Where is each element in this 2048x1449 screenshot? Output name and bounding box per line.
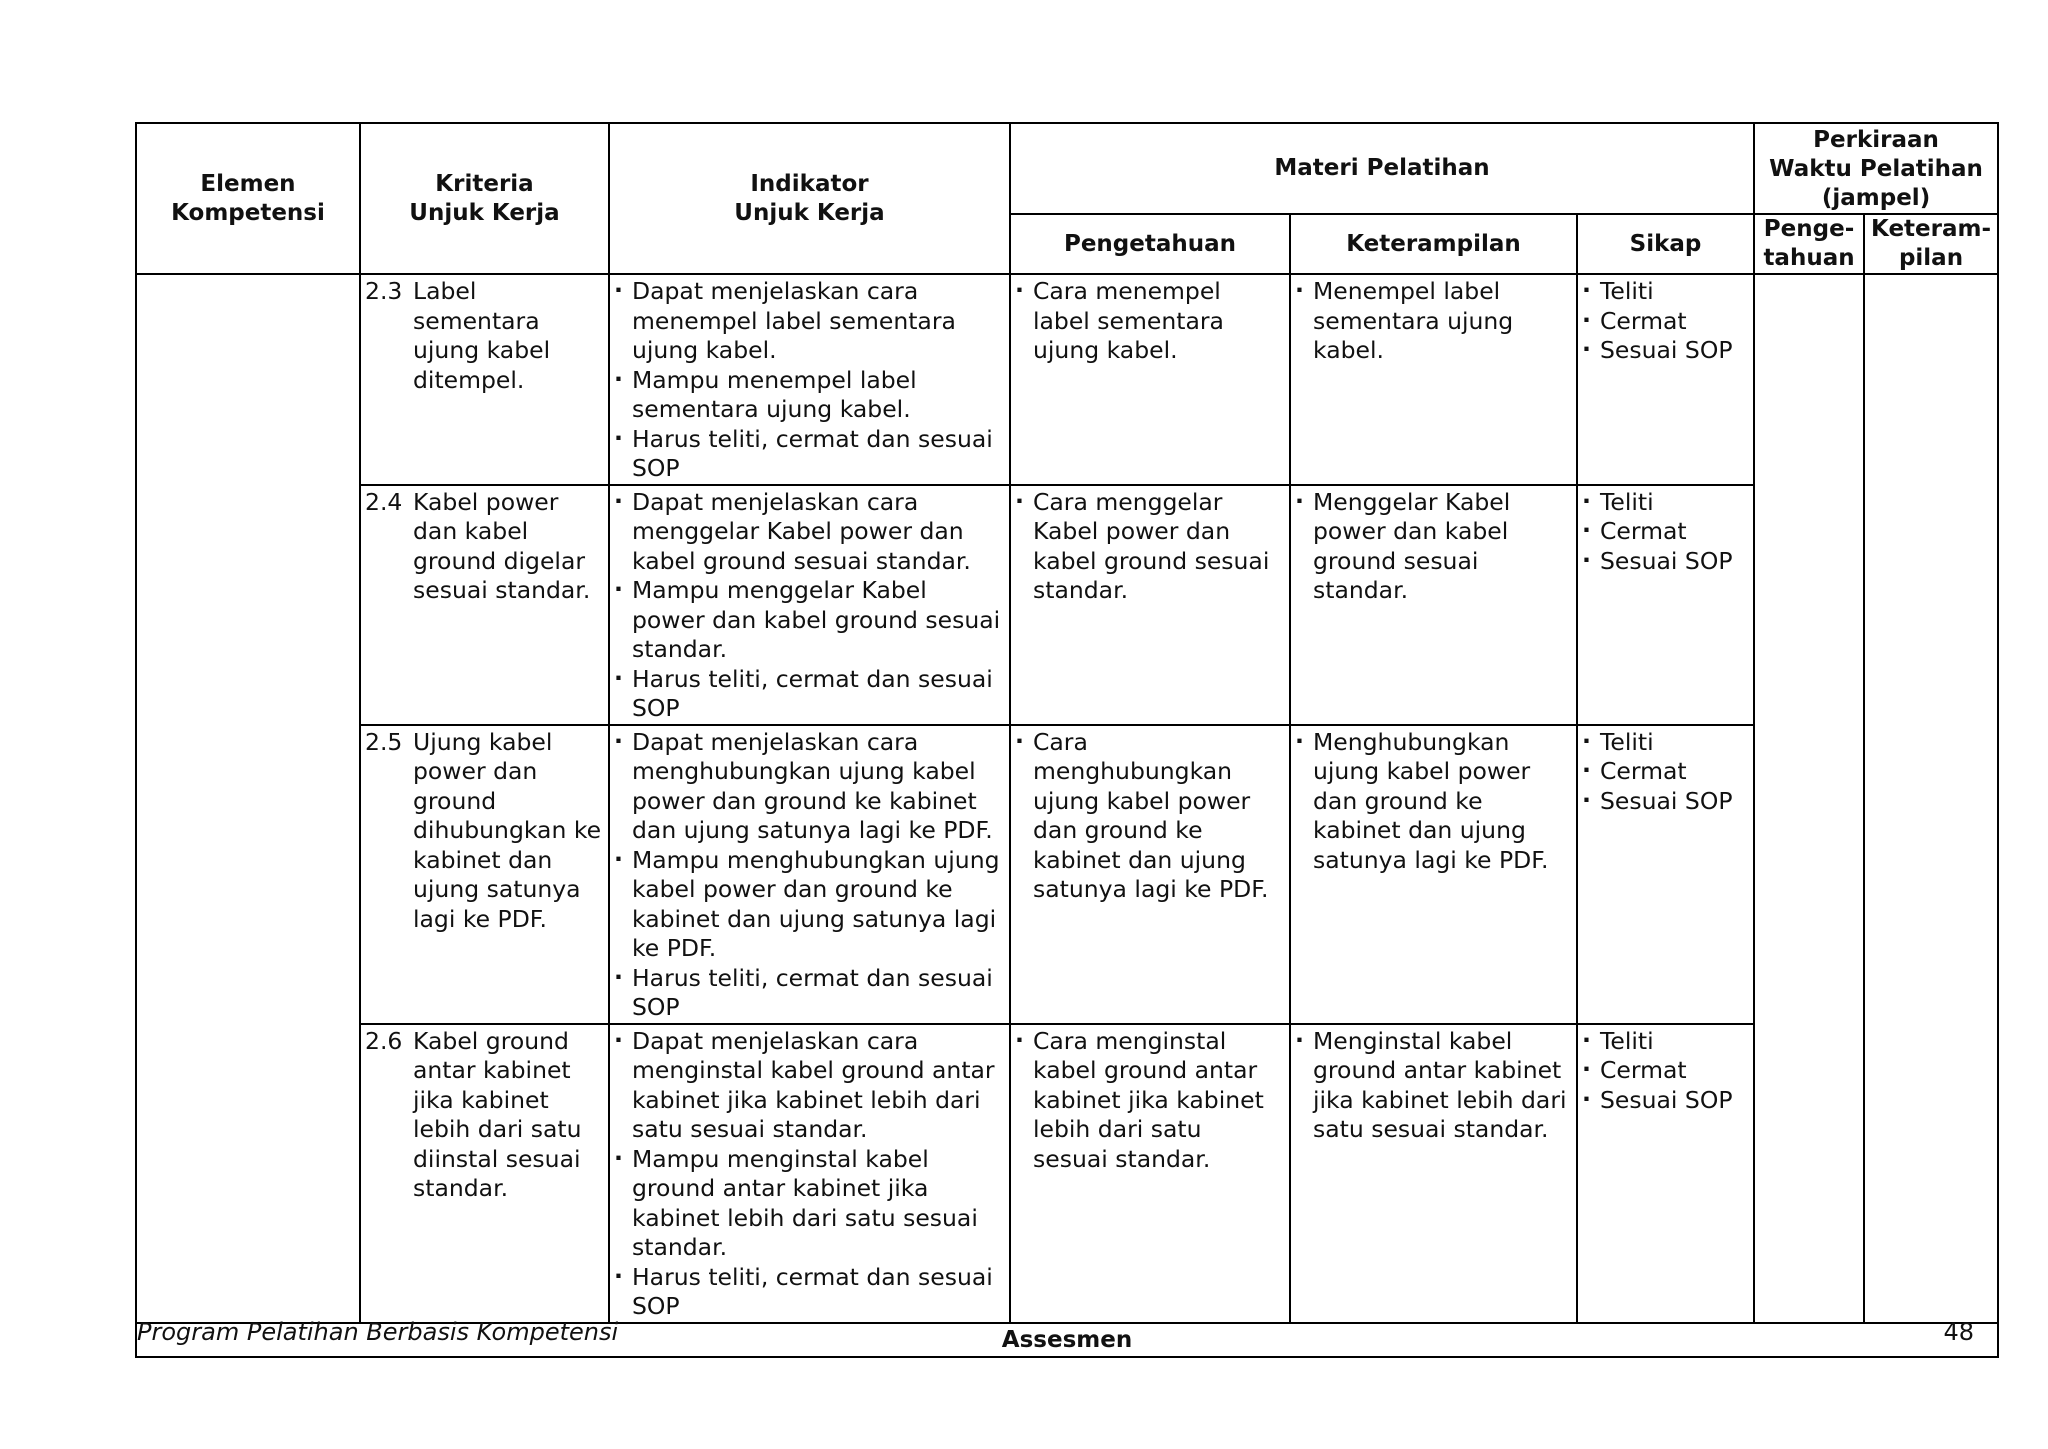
indikator-item: · Dapat menjelaskan cara menghubungkan ujung kabel power dan ground ke kabinet dan ujung satunya lagi ke PDF. — [614, 728, 1003, 846]
pengetahuan-item: · Cara menempel label sementara ujung kabel. — [1015, 277, 1283, 366]
table-row — [136, 485, 1998, 725]
table-row — [136, 1024, 1998, 1323]
indikator-cell — [609, 274, 1010, 485]
indikator-item: · Mampu menginstal kabel ground antar kabinet jika kabinet lebih dari satu sesuai standar. — [614, 1145, 1003, 1263]
competency-table — [135, 122, 1999, 1358]
sikap-item: · Cermat — [1582, 307, 1747, 337]
indikator-item: · Mampu menempel label sementara ujung kabel. — [614, 366, 1003, 425]
page-number: 48 — [1943, 1318, 1974, 1346]
keterampilan-cell — [1290, 485, 1577, 725]
indikator-cell — [609, 485, 1010, 725]
pengetahuan-cell — [1010, 1024, 1290, 1323]
indikator-item: · Mampu menggelar Kabel power dan kabel ground sesuai standar. — [614, 576, 1003, 665]
pengetahuan-cell — [1010, 725, 1290, 1024]
kriteria-cell: 2.3 Label sementara ujung kabel ditempel. — [360, 274, 609, 485]
sikap-cell — [1577, 274, 1754, 485]
header-indikator-unjuk-kerja: Indikator Unjuk Kerja — [609, 123, 1010, 274]
jampel-keterampilan-cell — [1864, 274, 1998, 1323]
indikator-item: · Harus teliti, cermat dan sesuai SOP — [614, 665, 1003, 724]
header-materi-pelatihan: Materi Pelatihan — [1010, 123, 1754, 214]
sikap-cell — [1577, 485, 1754, 725]
indikator-item: · Harus teliti, cermat dan sesuai SOP — [614, 425, 1003, 484]
jampel-pengetahuan-cell — [1754, 274, 1864, 1323]
sikap-item: · Cermat — [1582, 517, 1747, 547]
sikap-cell — [1577, 725, 1754, 1024]
elemen-kompetensi-cell — [136, 274, 360, 1323]
keterampilan-item: · Menempel label sementara ujung kabel. — [1295, 277, 1570, 366]
table-row — [136, 725, 1998, 1024]
keterampilan-cell — [1290, 1024, 1577, 1323]
sikap-item: · Sesuai SOP — [1582, 547, 1747, 577]
header-pengetahuan: Pengetahuan — [1010, 214, 1290, 274]
pengetahuan-item: · Cara menginstal kabel ground antar kabinet jika kabinet lebih dari satu sesuai standar. — [1015, 1027, 1283, 1175]
indikator-item: · Harus teliti, cermat dan sesuai SOP — [614, 1263, 1003, 1322]
indikator-item: · Dapat menjelaskan cara menempel label sementara ujung kabel. — [614, 277, 1003, 366]
header-sikap: Sikap — [1577, 214, 1754, 274]
sikap-item: · Cermat — [1582, 1056, 1747, 1086]
indikator-item: · Dapat menjelaskan cara menggelar Kabel power dan kabel ground sesuai standar. — [614, 488, 1003, 577]
keterampilan-item: · Menggelar Kabel power dan kabel ground sesuai standar. — [1295, 488, 1570, 606]
keterampilan-cell — [1290, 274, 1577, 485]
sikap-item: · Sesuai SOP — [1582, 787, 1747, 817]
header-keteram-pilan: Keteram- pilan — [1864, 214, 1998, 274]
header-elemen-kompetensi: Elemen Kompetensi — [136, 123, 360, 274]
indikator-cell — [609, 725, 1010, 1024]
header-keterampilan: Keterampilan — [1290, 214, 1577, 274]
keterampilan-item: · Menginstal kabel ground antar kabinet jika kabinet lebih dari satu sesuai standar. — [1295, 1027, 1570, 1145]
sikap-item: · Teliti — [1582, 488, 1747, 518]
indikator-cell — [609, 1024, 1010, 1323]
pengetahuan-item: · Cara menghubungkan ujung kabel power dan ground ke kabinet dan ujung satunya lagi ke PDF. — [1015, 728, 1283, 905]
sikap-cell — [1577, 1024, 1754, 1323]
indikator-item: · Mampu menghubungkan ujung kabel power dan ground ke kabinet dan ujung satunya lagi ke PDF. — [614, 846, 1003, 964]
pengetahuan-cell — [1010, 274, 1290, 485]
header-penge-tahuan: Penge- tahuan — [1754, 214, 1864, 274]
keterampilan-cell — [1290, 725, 1577, 1024]
kriteria-cell: 2.5 Ujung kabel power dan ground dihubungkan ke kabinet dan ujung satunya lagi ke PDF. — [360, 725, 609, 1024]
sikap-item: · Teliti — [1582, 277, 1747, 307]
kriteria-cell: 2.4 Kabel power dan kabel ground digelar sesuai standar. — [360, 485, 609, 725]
header-perkiraan-waktu: Perkiraan Waktu Pelatihan (jampel) — [1754, 123, 1998, 214]
sikap-item: · Sesuai SOP — [1582, 1086, 1747, 1116]
table-row — [136, 274, 1998, 485]
kriteria-cell: 2.6 Kabel ground antar kabinet jika kabinet lebih dari satu diinstal sesuai standar. — [360, 1024, 609, 1323]
sikap-item: · Sesuai SOP — [1582, 336, 1747, 366]
pengetahuan-item: · Cara menggelar Kabel power dan kabel ground sesuai standar. — [1015, 488, 1283, 606]
assesmen-label: Assesmen — [136, 1323, 1998, 1357]
sikap-item: · Cermat — [1582, 757, 1747, 787]
footer-program-title: Program Pelatihan Berbasis Kompetensi — [137, 1318, 619, 1346]
sikap-item: · Teliti — [1582, 1027, 1747, 1057]
sikap-item: · Teliti — [1582, 728, 1747, 758]
indikator-item: · Harus teliti, cermat dan sesuai SOP — [614, 964, 1003, 1023]
indikator-item: · Dapat menjelaskan cara menginstal kabel ground antar kabinet jika kabinet lebih dari satu sesuai standar. — [614, 1027, 1003, 1145]
pengetahuan-cell — [1010, 485, 1290, 725]
header-kriteria-unjuk-kerja: Kriteria Unjuk Kerja — [360, 123, 609, 274]
keterampilan-item: · Menghubungkan ujung kabel power dan ground ke kabinet dan ujung satunya lagi ke PDF. — [1295, 728, 1570, 876]
